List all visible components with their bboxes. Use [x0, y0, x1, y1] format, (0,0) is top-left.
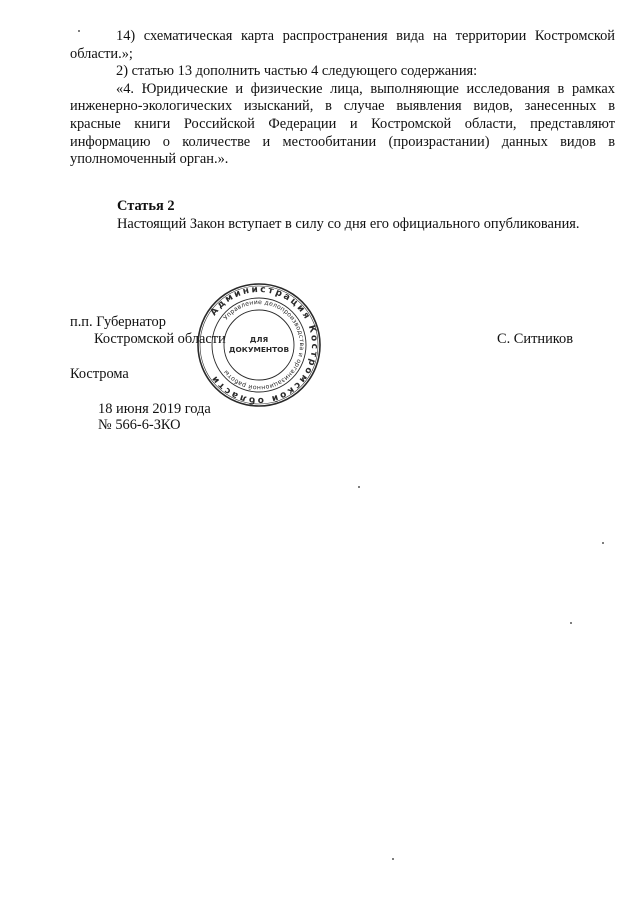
seal-inner-text: Управление делопроизводства и организационной работы: [222, 298, 306, 392]
item-2: 2) статью 13 дополнить частью 4 следующего содержания:: [116, 63, 478, 80]
part-4-line-1: «4. Юридические и физические лица, выполняющие исследования в рамках: [116, 80, 615, 97]
seal-center-line-1: ДЛЯ: [249, 335, 269, 344]
scan-speck: [392, 858, 394, 860]
article-2-heading: Статья 2: [117, 198, 175, 214]
signature-region: Костромской области: [94, 331, 226, 347]
article-2-text: Настоящий Закон вступает в силу со дня его официального опубликования.: [117, 216, 580, 232]
part-4-line-4: информацию о количестве и местообитании (произрастании) данных видов в: [70, 133, 615, 150]
place: Кострома: [70, 366, 129, 382]
part-4-line-5: уполномоченный орган.».: [70, 151, 229, 168]
scan-speck: [78, 30, 80, 32]
scan-speck: [358, 486, 360, 488]
amendments-text: [70, 28, 615, 169]
seal-center-line-2: ДОКУМЕНТОВ: [228, 345, 290, 354]
signature-name: С. Ситников: [497, 331, 574, 347]
signature-title: п.п. Губернатор: [70, 314, 166, 330]
document-number: № 566-6-ЗКО: [98, 417, 181, 433]
seal-outer-text: Администрация Костромской области: [208, 284, 320, 406]
date: 18 июня 2019 года: [98, 401, 211, 417]
part-4-line-3: красные книги Российской Федерации и Костромской области, представляют: [70, 115, 615, 132]
scan-speck: [570, 622, 572, 624]
part-4-line-2: инженерно-экологических изысканий, в случае выявления видов, занесенных в: [70, 98, 615, 115]
official-seal-stamp: [196, 282, 322, 408]
item-14-line-1: 14) схематическая карта распространения вида на территории Костромской: [116, 28, 615, 44]
item-14-line-2: области.»;: [70, 45, 133, 62]
scan-speck: [602, 542, 604, 544]
